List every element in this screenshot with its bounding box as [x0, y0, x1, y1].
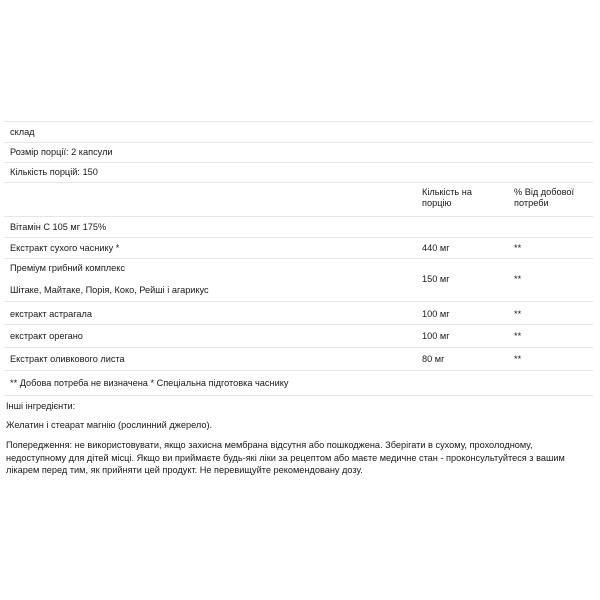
warning-text: Попередження: не використовувати, якщо захисна мембрана відсутня або пошкоджена. Зберігати в сухому, прохолодному, недоступному для дітей місці. Якщо ви приймаєте будь-які ліки за рецептом або маєте медичне стан - проконсультуйтеся з вашим лікарем перед тим, як прийняти цей продукт. Не перевищуйте рекомендовану дозу.	[6, 440, 565, 475]
table-row	[4, 302, 593, 325]
facts-header-row	[4, 121, 593, 143]
column-header-row	[4, 183, 593, 217]
footnote: ** Добова потреба не визначена * Спеціальна підготовка часнику	[10, 378, 289, 388]
ingredient-name: Вітамін С 105 мг 175%	[10, 222, 107, 232]
servings-per-container-row	[4, 163, 593, 183]
facts-header: склад	[10, 127, 35, 137]
serving-size: Розмір порції: 2 капсули	[10, 147, 113, 157]
table-row	[4, 259, 593, 302]
ingredient-amount: 80 мг	[422, 354, 445, 364]
ingredient-name: Преміум грибний комплекс	[10, 263, 125, 273]
footnote-row	[4, 371, 593, 396]
ingredient-name: Екстракт оливкового листа	[10, 354, 125, 364]
table-row	[4, 325, 593, 348]
table-row	[4, 238, 593, 259]
table-row	[4, 348, 593, 371]
ingredient-amount: 100 мг	[422, 309, 450, 319]
ingredient-daily-value: **	[514, 354, 522, 364]
supplement-facts-table	[4, 121, 593, 396]
amount-column-header: Кількість на порцію	[422, 187, 472, 208]
ingredient-name: Екстракт сухого часнику *	[10, 243, 120, 253]
ingredient-daily-value: **	[514, 331, 522, 341]
ingredient-amount: 440 мг	[422, 243, 450, 253]
servings-per-container: Кількість порцій: 150	[10, 167, 98, 177]
ingredient-amount: 150 мг	[422, 274, 450, 284]
other-ingredients-text: Желатин і стеарат магнію (рослинний джерело).	[6, 420, 213, 430]
table-row	[4, 217, 593, 238]
serving-size-row	[4, 143, 593, 163]
ingredient-daily-value: **	[514, 309, 522, 319]
ingredient-name: екстракт орегано	[10, 331, 83, 341]
daily-value-column-header: % Від добової потреби	[514, 187, 575, 208]
ingredient-name: екстракт астрагала	[10, 309, 92, 319]
ingredient-amount: 100 мг	[422, 331, 450, 341]
ingredient-daily-value: **	[514, 274, 522, 284]
ingredient-daily-value: **	[514, 243, 522, 253]
ingredient-subname: Шітаке, Майтаке, Порія, Коко, Рейші і агарикус	[10, 285, 209, 295]
other-ingredients-title: Інші інгредієнти:	[6, 401, 76, 411]
